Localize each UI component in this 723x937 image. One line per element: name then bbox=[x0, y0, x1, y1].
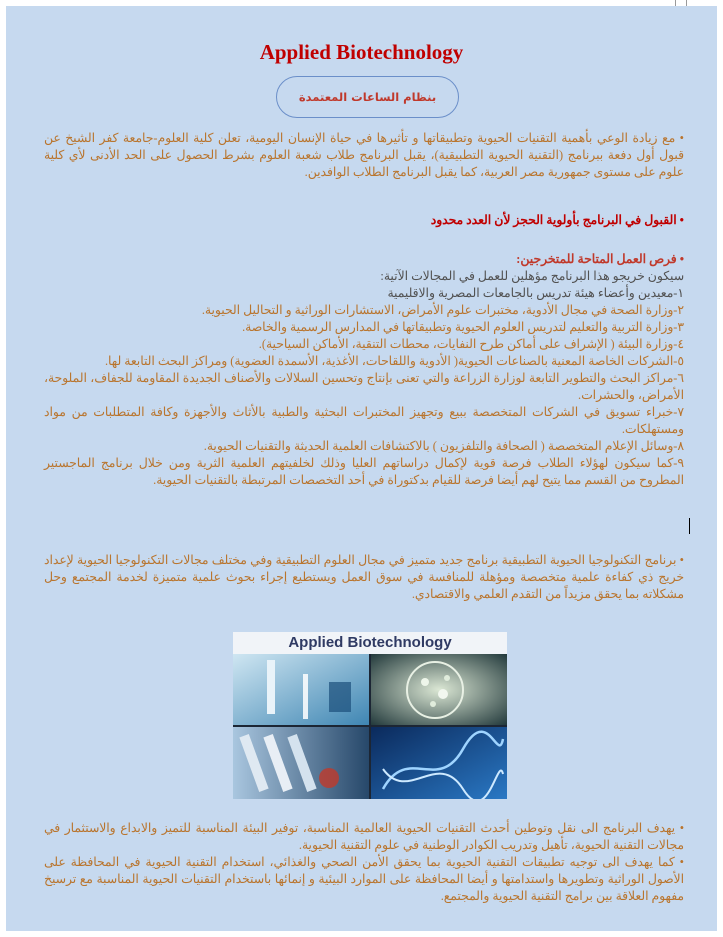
jobs-item: ٥-الشركات الخاصة المعنية بالصناعات الحيوية( الأدوية واللقاحات، الأغذية، الأسمدة العضوية) ومراكز البحث التابعة لها. bbox=[104, 354, 684, 368]
jobs-section bbox=[44, 251, 684, 489]
collage-photos bbox=[233, 654, 507, 799]
document-page bbox=[6, 6, 717, 931]
program-paragraph: • برنامج التكنولوجيا الحيوية التطبيقية برنامج جديد متميز في مجال العلوم التطبيقية وفي مختلف مجالات التكنولوجيا الحيوية لإعداد خريج ذي كفاءة علمية متخصصة ومؤهلة للمنافسة في سوق العمل ويستطيع إجراء بحوث علمية متميزة لخدمة المجتمع وحل مشكلاته بما يحقق مزيداً من التقدم العلمي والاقتصادي. bbox=[44, 553, 684, 601]
subtitle-text: بنظام الساعات المعتمدة bbox=[298, 90, 437, 104]
petri-dish-photo bbox=[371, 654, 507, 725]
intro-paragraph: • مع زيادة الوعي بأهمية التقنيات الحيوية وتطبيقاتها و تأثيرها في حياة الإنسان اليومية، تعلن كلية العلوم-جامعة كفر الشيخ عن قبول أول دفعة ببرنامج (التقنية الحيوية التطبيقية)، يقبل البرنامج طلاب شعبة العلوم بشرط الحصول على الحد الأدنى لأي كلية علوم على مستوى جمهورية مصر العربية، كما يقبل البرنامج الطلاب الوافدين. bbox=[44, 131, 684, 179]
page-title: Applied Biotechnology bbox=[259, 40, 464, 64]
jobs-item: ٨-وسائل الإعلام المتخصصة ( الصحافة والتلفزيون ) بالاكتشافات العلمية الحديثة والتقنيات الحيوية. bbox=[203, 439, 684, 453]
jobs-item: ٧-خبراء تسويق في الشركات المتخصصة ببيع وتجهيز المختبرات البحثية والطبية بالأثاث والأجهزة وكافة المتطلبات من مواد ومستهلكات. bbox=[44, 405, 684, 436]
aims-section bbox=[44, 820, 684, 905]
jobs-item: ٣-وزارة التربية والتعليم لتدريس العلوم الحيوية وتطبيقاتها في المدارس الرسمية والخاصة. bbox=[242, 320, 684, 334]
dna-helix-photo bbox=[371, 727, 507, 799]
jobs-item: ٩-كما سيكون لهؤلاء الطلاب فرصة قوية لإكمال دراساتهم العليا وذلك لخلفيتهم العلمية الثرية ومن خلال برنامج الماجستير المطروح من القسم مما يتيح لهم أيضا فرصة للقيام بدكتوراة في أحد التخصصات المرتبطة بالتقنيات الحيوية. bbox=[44, 456, 684, 487]
collage-banner: Applied Biotechnology bbox=[233, 632, 507, 654]
subtitle-badge bbox=[276, 76, 459, 118]
biotech-collage-image bbox=[233, 632, 507, 799]
aims-item: • يهدف البرنامج الى نقل وتوطين أحدث التقنيات الحيوية العالمية المناسبة، توفير البيئة المناسبة للتميز والابداع والاستثمار في مجالات التقنية الحيوية، تأهيل وتدريب الكوادر الوطنية في علوم التقنية الحيوية. bbox=[44, 821, 684, 852]
jobs-item: ١-معيدين وأعضاء هيئة تدريس بالجامعات المصرية والاقليمية bbox=[387, 286, 684, 300]
text-cursor bbox=[689, 518, 690, 534]
admission-note: • القبول في البرنامج بأولوية الحجز لأن العدد محدود bbox=[430, 213, 684, 227]
jobs-item: ٢-وزارة الصحة في مجال الأدوية، مختبرات علوم الأمراض، الاستشارات الوراثية و التحاليل الحيوية. bbox=[201, 303, 684, 317]
jobs-lead: سيكون خريجو هذا البرنامج مؤهلين للعمل في المجالات الآتية: bbox=[380, 269, 684, 283]
jobs-item: ٦-مراكز البحث والتطوير التابعة لوزارة الزراعة والتي تعنى بإنتاج وتحسين السلالات والأصناف الجديدة المقاومة للجفاف، الملوحة، الأمراض، والحشرات. bbox=[44, 371, 684, 402]
jobs-heading: • فرص العمل المتاحة للمتخرجين: bbox=[516, 252, 684, 266]
jobs-item: ٤-وزارة البيئة ( الإشراف على أماكن طرح النفايات، محطات التنقية، الأماكن السياحية). bbox=[258, 337, 684, 351]
aims-item: • كما يهدف الى توجيه تطبيقات التقنية الحيوية بما يحقق الأمن الصحي والغذائي، استخدام التقنية الحيوية في المحافظة على الأصول الوراثية وتطويرها واستدامتها و أيضا المحافظة على الموارد البيئية و إنمائها باستخدام التقنيات الحيوية المناسبة مع ترسيخ مفهوم العلاقة بين برامج التقنية الحيوية والمجتمع. bbox=[44, 855, 684, 903]
